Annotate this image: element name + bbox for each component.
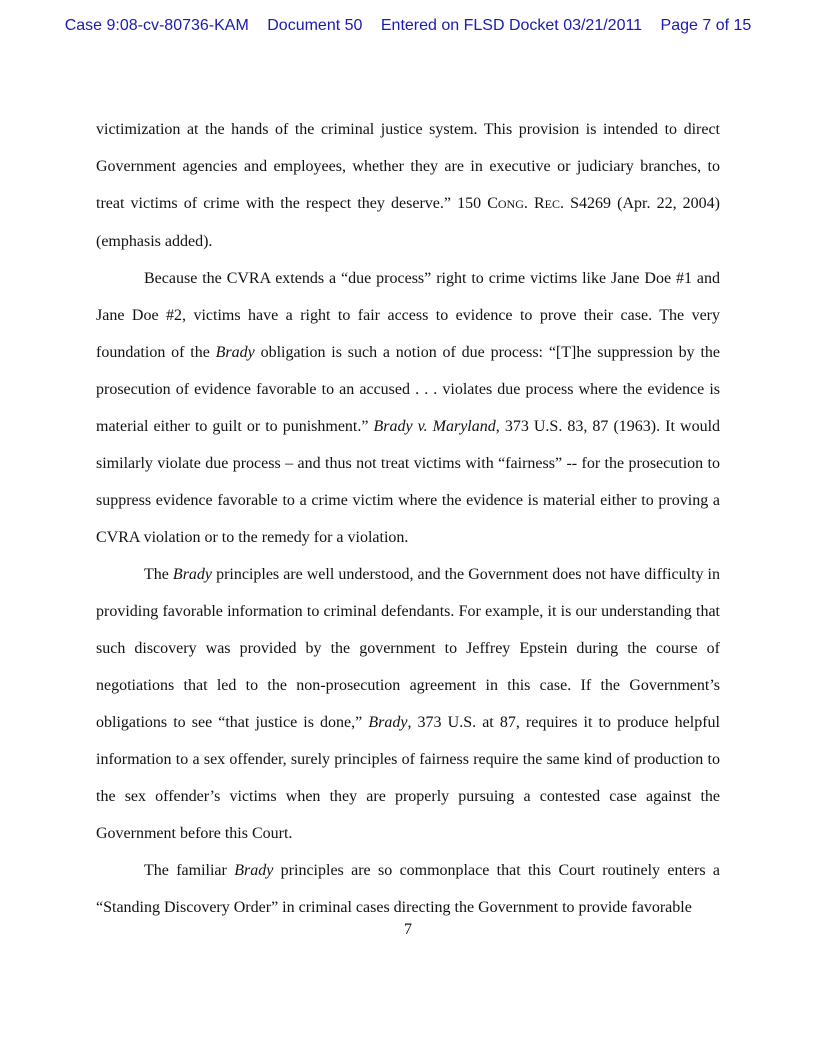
p3-text-a: The <box>144 566 173 583</box>
p1-cong-initial: C <box>487 195 498 212</box>
p3-text-b: principles are well understood, and the Government does not have difficulty in providing favorable information to criminal defendants. For example, it is our understanding that such discovery was provided by the government to Jeffrey Epstein during the course of negotiations that led to the non-prosecution agreement in this case. If the Government’s obligations to see “that justice is done,” <box>96 566 721 731</box>
p2-text-a: Because the CVRA extends a “due process” right to crime victims like Jane Doe #1 and Jane Doe #2, victims have a right to fair access to evidence to prove their case. The very foundation of the <box>96 270 720 361</box>
document-number: Document 50 <box>267 17 363 34</box>
p2-brady-italic: Brady <box>215 344 255 361</box>
docket-entry-date: Entered on FLSD Docket 03/21/2011 <box>380 17 643 34</box>
p3-text-c: , 373 U.S. at 87, requires it to produce helpful information to a sex offender, surely principles of fairness require the same kind of production to the sex offender’s victims when they are properly pursuing a contested case against the Government before this Court. <box>96 714 721 842</box>
paragraph-2 <box>96 260 720 556</box>
p2-case-citation: Brady v. Maryland <box>373 418 496 435</box>
page-number: 7 <box>404 921 412 938</box>
p2-text-b: obligation is such a notion of due process: “[T]he suppression by the prosecution of evidence favorable to an accused . . . violates due process where the evidence is material either to guilt or to punishment.” <box>96 344 720 435</box>
p1-rec-initial: . R <box>523 195 545 212</box>
p1-cong-smallcaps: ONG <box>497 197 524 211</box>
p1-text-b: . S4269 (Apr. 22, 2004) (emphasis added). <box>96 195 721 250</box>
p3-brady-citation: Brady <box>368 714 408 731</box>
paragraph-4 <box>96 852 720 926</box>
case-number: Case 9:08-cv-80736-KAM <box>64 17 249 34</box>
p4-text-b: principles are so commonplace that this Court routinely enters a “Standing Discovery Order” in criminal cases directing the Government to provide favorable <box>96 862 721 916</box>
page-indicator: Page 7 of 15 <box>660 17 752 34</box>
paragraph-1 <box>96 111 720 260</box>
paragraph-3 <box>96 556 720 852</box>
docket-header <box>0 17 816 35</box>
p3-brady-italic: Brady <box>172 566 213 583</box>
p1-rec-smallcaps: EC <box>544 197 561 211</box>
p4-text-a: The familiar <box>144 862 235 879</box>
document-body <box>96 111 720 926</box>
p4-brady-italic: Brady <box>234 862 274 879</box>
p1-text-a: victimization at the hands of the criminal justice system. This provision is intended to direct Government agencies and employees, whether they are in executive or judiciary branches, to treat victims of crime with the respect they deserve.” 150 <box>96 121 720 212</box>
p2-text-c: , 373 U.S. 83, 87 (1963). It would similarly violate due process – and thus not treat victims with “fairness” -- for the prosecution to suppress evidence favorable to a crime victim where the evidence is material either to proving a CVRA violation or to the remedy for a violation. <box>96 418 721 546</box>
